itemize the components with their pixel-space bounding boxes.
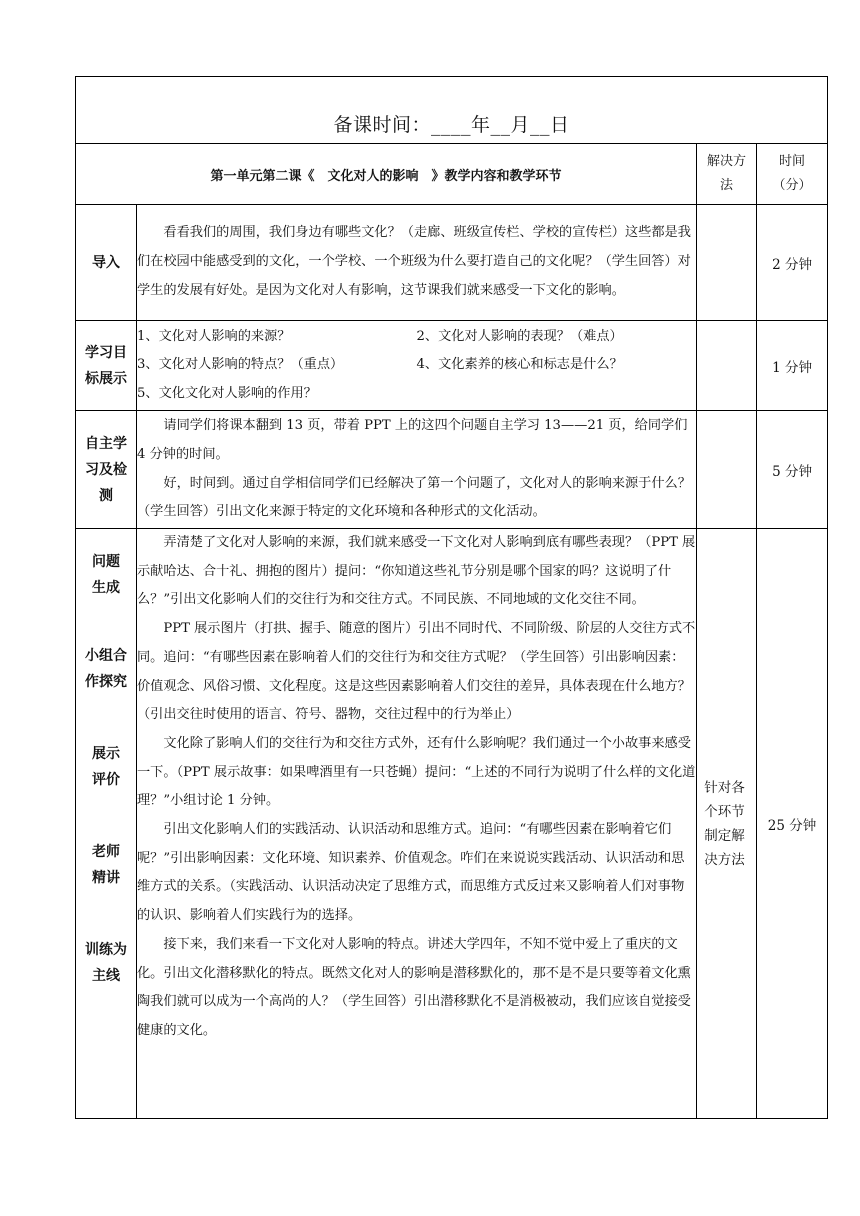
row-method: [697, 411, 757, 529]
goal-line: [137, 380, 696, 409]
row-label: 导入: [76, 205, 137, 321]
time-column-header: [757, 144, 828, 205]
paragraph: 文化除了影响人们的交往行为和交往方式外，还有什么影响呢？我们通过一个小故事来感受一下。（PPT 展示故事：如果啤酒里有一只苍蝇）提问：“上述的不同行为说明了什么样的文化道理？”小组讨论 1 分钟。: [137, 735, 696, 809]
header-row: [76, 144, 828, 205]
paragraph: 弄清楚了文化对人影响的来源，我们就来感受一下文化对人影响到底有哪些表现？（PPT 展示献哈达、合十礼、拥抱的图片）提问：“你知道这些礼节分别是哪个国家的吗？这说明了什么？”引出文化影响人们的交往行为和交往方式。不同民族、不同地域的文化交往不同。: [137, 535, 696, 608]
content-column-header: 第一单元第二课《 文化对人的影响 》教学内容和教学环节: [76, 144, 697, 205]
method-column-header: [697, 144, 757, 205]
paragraph: 引出文化影响人们的实践活动、认识活动和思维方式。追问：“有哪些因素在影响着它们呢？”引出影响因素：文化环境、知识素养、价值观念。咋们在来说说实践活动、认识活动和思维方式的关系。（实践活动、认识活动决定了思维方式，而思维方式反过来又影响着人们对事物的认识、影响着人们实践行为的选择。: [137, 822, 685, 924]
row-content: [137, 529, 697, 1119]
row-label-text: 学习目标展示: [84, 344, 127, 387]
row-time: 5 分钟: [757, 411, 828, 529]
goal-line: [137, 323, 696, 352]
row-label-text: 自主学习及检测: [84, 435, 127, 504]
row-time: 2 分钟: [757, 205, 828, 321]
time-header-label: 时间（分）: [772, 154, 812, 193]
row-label-text: 训练为主线: [84, 942, 127, 984]
paragraph: 好，时间到。通过自学相信同学们已经解决了第一个问题了，文化对人的影响来源于什么？（学生回答）引出文化来源于特定的文化环境和各种形式的文化活动。: [137, 475, 691, 520]
paragraph: PPT 展示图片（打拱、握手、随意的图片）引出不同时代、不同阶级、阶层的人交往方式不同。追问：“有哪些因素在影响着人们的交往行为和交往方式呢？（学生回答）引出影响因素：价值观念、风俗习惯、文化程度。这是这些因素影响着人们交往的差异，具体表现在什么地方？（引出交往时使用的语言、符号、器物，交往过程中的行为举止）: [137, 621, 696, 723]
row-time: 25 分钟: [757, 529, 828, 1119]
goal-item: 5、文化文化对人影响的作用？: [137, 385, 317, 401]
row-label-text: 问题生成: [91, 554, 120, 596]
method-text: 针对各个环节制定解决方法: [704, 779, 745, 868]
method-header-label: 解决方法: [706, 154, 746, 193]
table-row: [76, 321, 828, 411]
row-label-text: 展示评价: [91, 746, 120, 788]
table-row: [76, 205, 828, 321]
row-label: [76, 321, 137, 411]
title-row: [76, 77, 828, 144]
title-cell: [76, 77, 828, 144]
row-content: [137, 411, 697, 529]
goal-item: 1、文化对人影响的来源？: [137, 328, 291, 344]
goal-item: 3、文化对人影响的特点？（重点）: [137, 357, 344, 373]
goal-line: [137, 351, 696, 380]
row-method: [697, 321, 757, 411]
row-method: [697, 529, 757, 1119]
table-row: [76, 529, 828, 1119]
paragraph: 看看我们的周围，我们身边有哪些文化？（走廊、班级宣传栏、学校的宣传栏）这些都是我们在校园中能感受到的文化，一个学校、一个班级为什么要打造自己的文化呢？（学生回答）对学生的发展有好处。是因为文化对人有影响，这节课我们就来感受一下文化的影响。: [137, 225, 691, 298]
goal-item: 2、文化对人影响的表现？（难点）: [416, 328, 623, 344]
row-label-text: 老师精讲: [91, 844, 120, 886]
page-title: 备课时间：____年__月__日: [333, 114, 570, 136]
row-label-text: 小组合作探究: [84, 648, 127, 690]
lesson-plan-table: [75, 76, 828, 1119]
row-time: 1 分钟: [757, 321, 828, 411]
table-row: [76, 411, 828, 529]
row-content: [137, 205, 697, 321]
row-label-stack: [76, 529, 137, 1119]
row-method: [697, 205, 757, 321]
row-label: [76, 411, 137, 529]
goal-item: 4、文化素养的核心和标志是什么？: [416, 357, 623, 373]
paragraph: 请同学们将课本翻到 13 页，带着 PPT 上的这四个问题自主学习 13——21 页，给同学们 4 分钟的时间。: [137, 418, 688, 462]
learning-goals: [137, 321, 697, 411]
paragraph: 接下来，我们来看一下文化对人影响的特点。讲述大学四年，不知不觉中爱上了重庆的文化。引出文化潜移默化的特点。既然文化对人的影响是潜移默化的，那不是不是只要等着文化熏陶我们就可以成为一个高尚的人？（学生回答）引出潜移默化不是消极被动，我们应该自觉接受健康的文化。: [137, 936, 691, 1038]
